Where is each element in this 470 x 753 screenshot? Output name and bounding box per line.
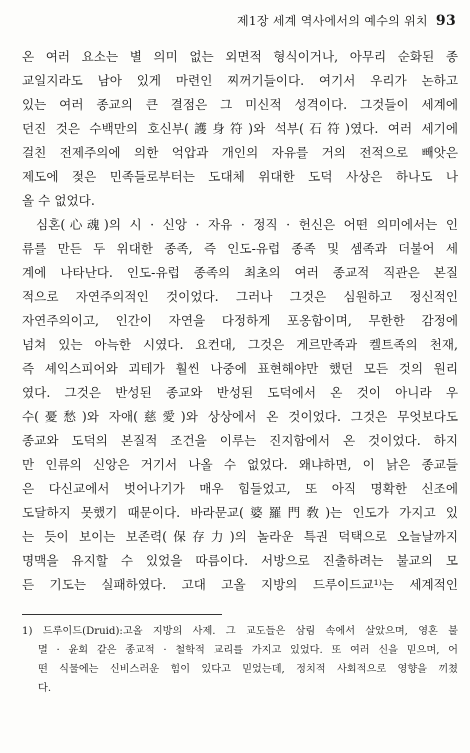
page-number: 93 [435,13,456,29]
footnote-line: 멸 · 윤회 같은 종교적 · 철학적 교리를 가지고 있었다. 또 여러 신을 믿으며, 어 [38,645,458,656]
body-text [22,45,458,597]
chapter-title: 제1장 세계 역사에서의 예수의 위치 [237,14,428,28]
text-line: 있는 여러 종교의 큰 결점은 그 미신적 성격이다. 그것들이 세계에 [22,97,458,112]
text-line: 걸친 전제주의에 의한 억압과 개인의 자유를 거의 전적으로 빼앗은 [22,145,458,160]
text-line: 적으로 자연주의적인 것이었다. 그러나 그것은 심원하고 정신적인 [22,289,458,304]
text-line: 제도에 젖은 민족들로부터는 도대체 위대한 도덕 사상은 하나도 나 [22,169,458,184]
text-line: 만 인류의 신앙은 거기서 나올 수 없었다. 왜냐하면, 이 낡은 종교들 [22,457,458,472]
running-header [237,12,456,29]
footnote-divider [22,614,222,615]
footnote-line: 1) 드루이드(Druid):고올 지방의 사제. 그 교도들은 삼림 속에서 살았으며, 영혼 불 [22,626,458,637]
text-line: 은 다신교에서 벗어나기가 매우 힘들었고, 또 아직 명확한 신조에 [22,481,458,496]
text-line: 심혼(心魂)의 시 · 신앙 · 자유 · 정직 · 헌신은 어떤 의미에서는 인 [36,217,458,232]
text-line: 계에 나타난다. 인도-유럽 종족의 최초의 여러 종교적 직관은 본질 [22,265,458,280]
text-line: 명맥을 유지할 수 있었을 따름이다. 서방으로 진출하려는 불교의 모 [22,553,458,568]
text-line: 넘쳐 있는 아늑한 시였다. 요컨대, 그것은 게르만족과 켈트족의 천재, [22,337,458,352]
text-line: 종교와 도덕의 본질적 조건을 이루는 진지함에서 온 것이었다. 하지 [22,433,458,448]
text-line: 수(憂愁)와 자애(慈愛)와 상상에서 온 것이었다. 그것은 무엇보다도 [22,409,458,424]
text-line: 였다. 그것은 반성된 종교와 반성된 도덕에서 온 것이 아니라 우 [22,385,458,400]
text-line: 교일지라도 남아 있게 마련인 찌꺼기들이다. 여기서 우리가 논하고 [22,73,458,88]
text-line: 류를 만든 두 위대한 종족, 즉 인도-유럽 종족 및 셈족과 더불어 세 [22,241,458,256]
text-line: 는 듯이 보이는 보존력(保存力)의 놀라운 특권 덕택으로 오늘날까지 [22,529,458,544]
text-line: 즉 셰익스피어와 괴테가 훨씬 나중에 표현해야만 했던 모든 것의 원리 [22,361,458,376]
footnote-line: 다. [38,683,52,694]
footnote [22,622,458,698]
text-line: 자연주의이고, 인간이 자연을 다정하게 포옹함이며, 무한한 감정에 [22,313,458,328]
text-line: 올 수 없었다. [22,193,95,208]
text-line: 도달하지 못했기 때문이다. 바라문교(婆羅門敎)는 인도가 가지고 있 [22,505,458,520]
text-line: 던진 것은 수백만의 호신부(護身符)와 석부(石符)였다. 여러 세기에 [22,121,458,136]
text-line: 온 여러 요소는 별 의미 없는 외면적 형식이거나, 아무리 순화된 종 [22,49,458,64]
text-line: 든 기도는 실패하였다. 고대 고올 지방의 드루이드교¹⁾는 세계적인 [22,577,458,592]
footnote-line: 떤 식물에는 신비스러운 힘이 있다고 믿었는데, 정치적 사회적으로 영향을 끼쳤 [38,664,458,675]
